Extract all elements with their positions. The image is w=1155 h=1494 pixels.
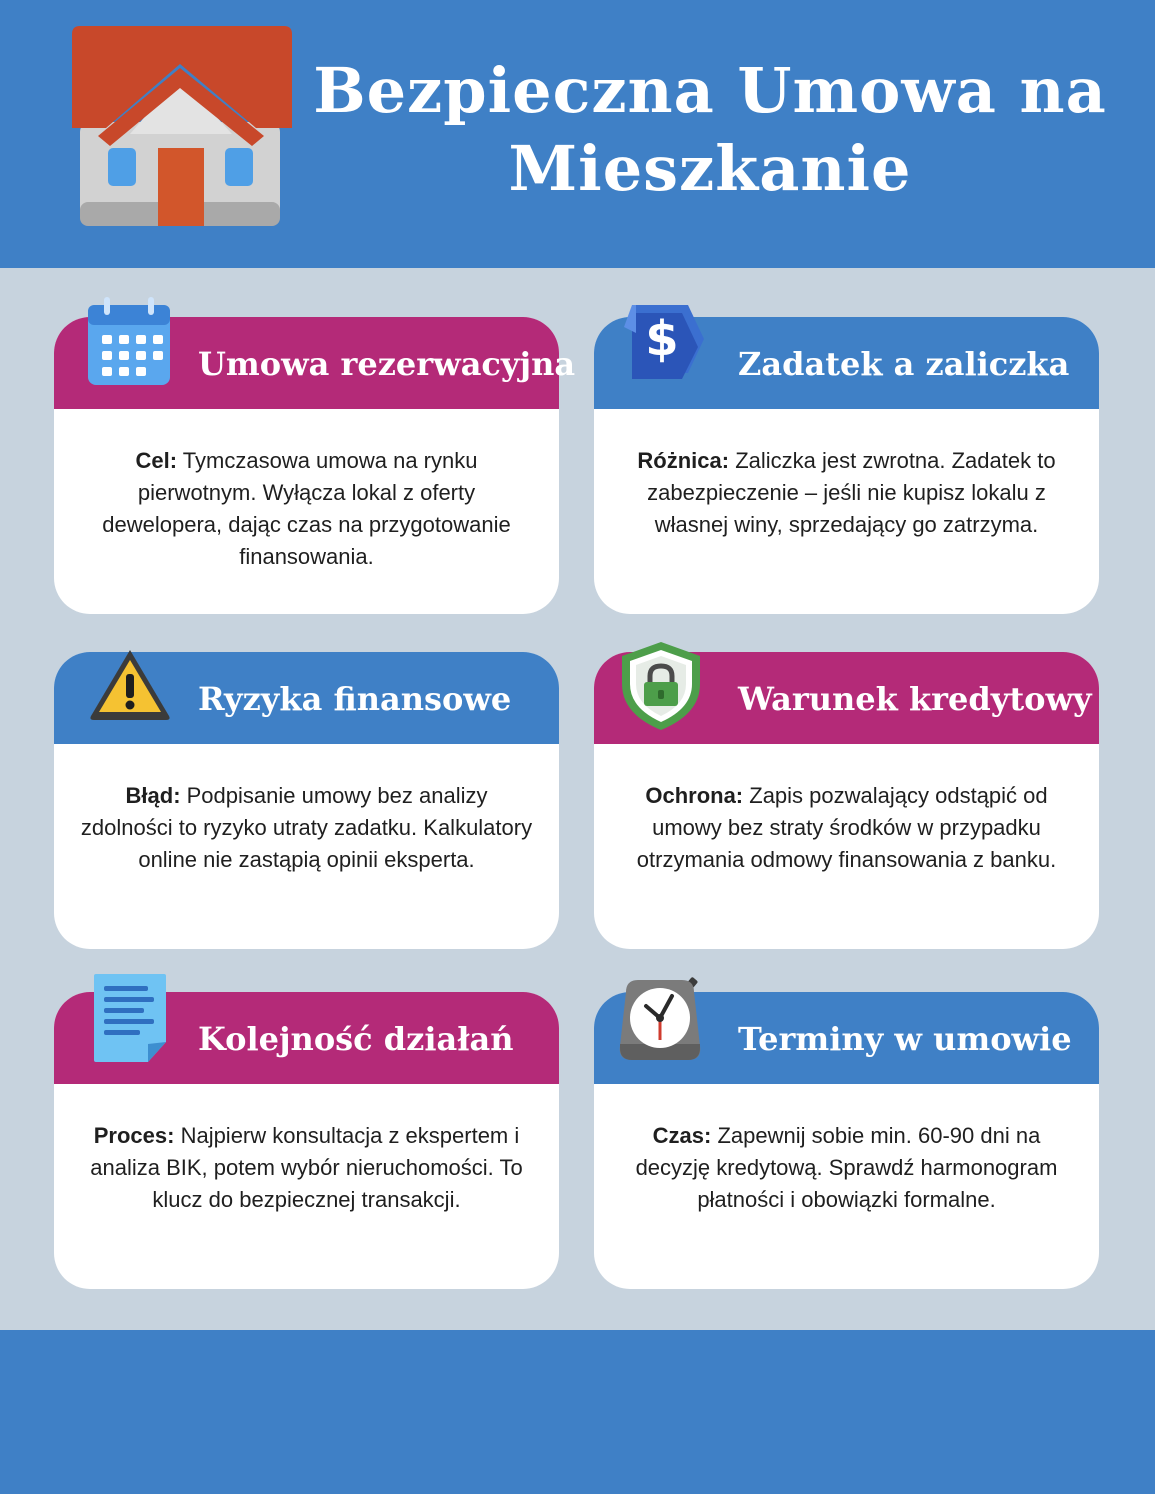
card-text: Tymczasowa umowa na rynku pierwotnym. Wyłącza lokal z oferty dewelopera, dając czas na przygotowanie finansowania.	[102, 448, 511, 569]
card-title: Ryzyka finansowe	[198, 680, 512, 718]
card-terminy-w-umowie	[594, 992, 1099, 1289]
page-title	[300, 52, 1120, 207]
card-label: Proces:	[93, 1123, 175, 1148]
card-text: Podpisanie umowy bez analizy zdolności to ryzyko utraty zadatku. Kalkulatory online nie zastąpią opinii eksperta.	[80, 783, 533, 872]
card-body	[618, 445, 1075, 541]
footer-banner	[0, 1330, 1155, 1494]
warning-icon	[88, 646, 172, 722]
stopwatch-icon	[612, 974, 708, 1064]
card-kolejnosc-dzialan	[54, 992, 559, 1289]
calendar-icon	[86, 297, 172, 387]
card-text: Zapis pozwalający odstąpić od umowy bez straty środków w przypadku otrzymania odmowy finansowania z banku.	[636, 783, 1057, 872]
document-icon	[92, 972, 168, 1064]
card-text: Zaliczka jest zwrotna. Zadatek to zabezpieczenie – jeśli nie kupisz lokalu z własnej winy, sprzedający go zatrzyma.	[647, 448, 1056, 537]
card-warunek-kredytowy	[594, 652, 1099, 949]
card-text: Zapewnij sobie min. 60-90 dni na decyzję kredytową. Sprawdź harmonogram płatności i obowiązki formalne.	[635, 1123, 1058, 1212]
shield-lock-icon	[618, 640, 704, 732]
card-title: Terminy w umowie	[738, 1020, 1072, 1058]
card-label: Różnica:	[637, 448, 730, 473]
page-title-line-2: Mieszkanie	[508, 131, 912, 205]
header-banner	[0, 0, 1155, 268]
card-title: Warunek kredytowy	[738, 680, 1092, 718]
card-body	[618, 1120, 1075, 1216]
card-body	[78, 1120, 535, 1216]
card-zadatek-a-zaliczka	[594, 311, 1099, 614]
card-umowa-rezerwacyjna	[54, 317, 576, 614]
card-label: Cel:	[135, 448, 178, 473]
dollar-tag-icon	[616, 303, 708, 383]
card-body	[78, 780, 535, 876]
card-label: Czas:	[652, 1123, 712, 1148]
card-title: Kolejność działań	[198, 1020, 514, 1058]
card-body	[78, 445, 535, 573]
card-label: Błąd:	[125, 783, 181, 808]
card-title: Umowa rezerwacyjna	[198, 345, 576, 383]
card-ryzyka-finansowe	[54, 652, 559, 949]
card-body	[618, 780, 1075, 876]
house-icon	[68, 24, 294, 227]
card-text: Najpierw konsultacja z ekspertem i analiza BIK, potem wybór nieruchomości. To klucz do bezpiecznej transakcji.	[90, 1123, 523, 1212]
page-title-line-1: Bezpieczna Umowa na	[313, 54, 1107, 127]
svg-text:$: $	[645, 311, 679, 367]
card-label: Ochrona:	[645, 783, 744, 808]
card-title: Zadatek a zaliczka	[738, 345, 1070, 383]
